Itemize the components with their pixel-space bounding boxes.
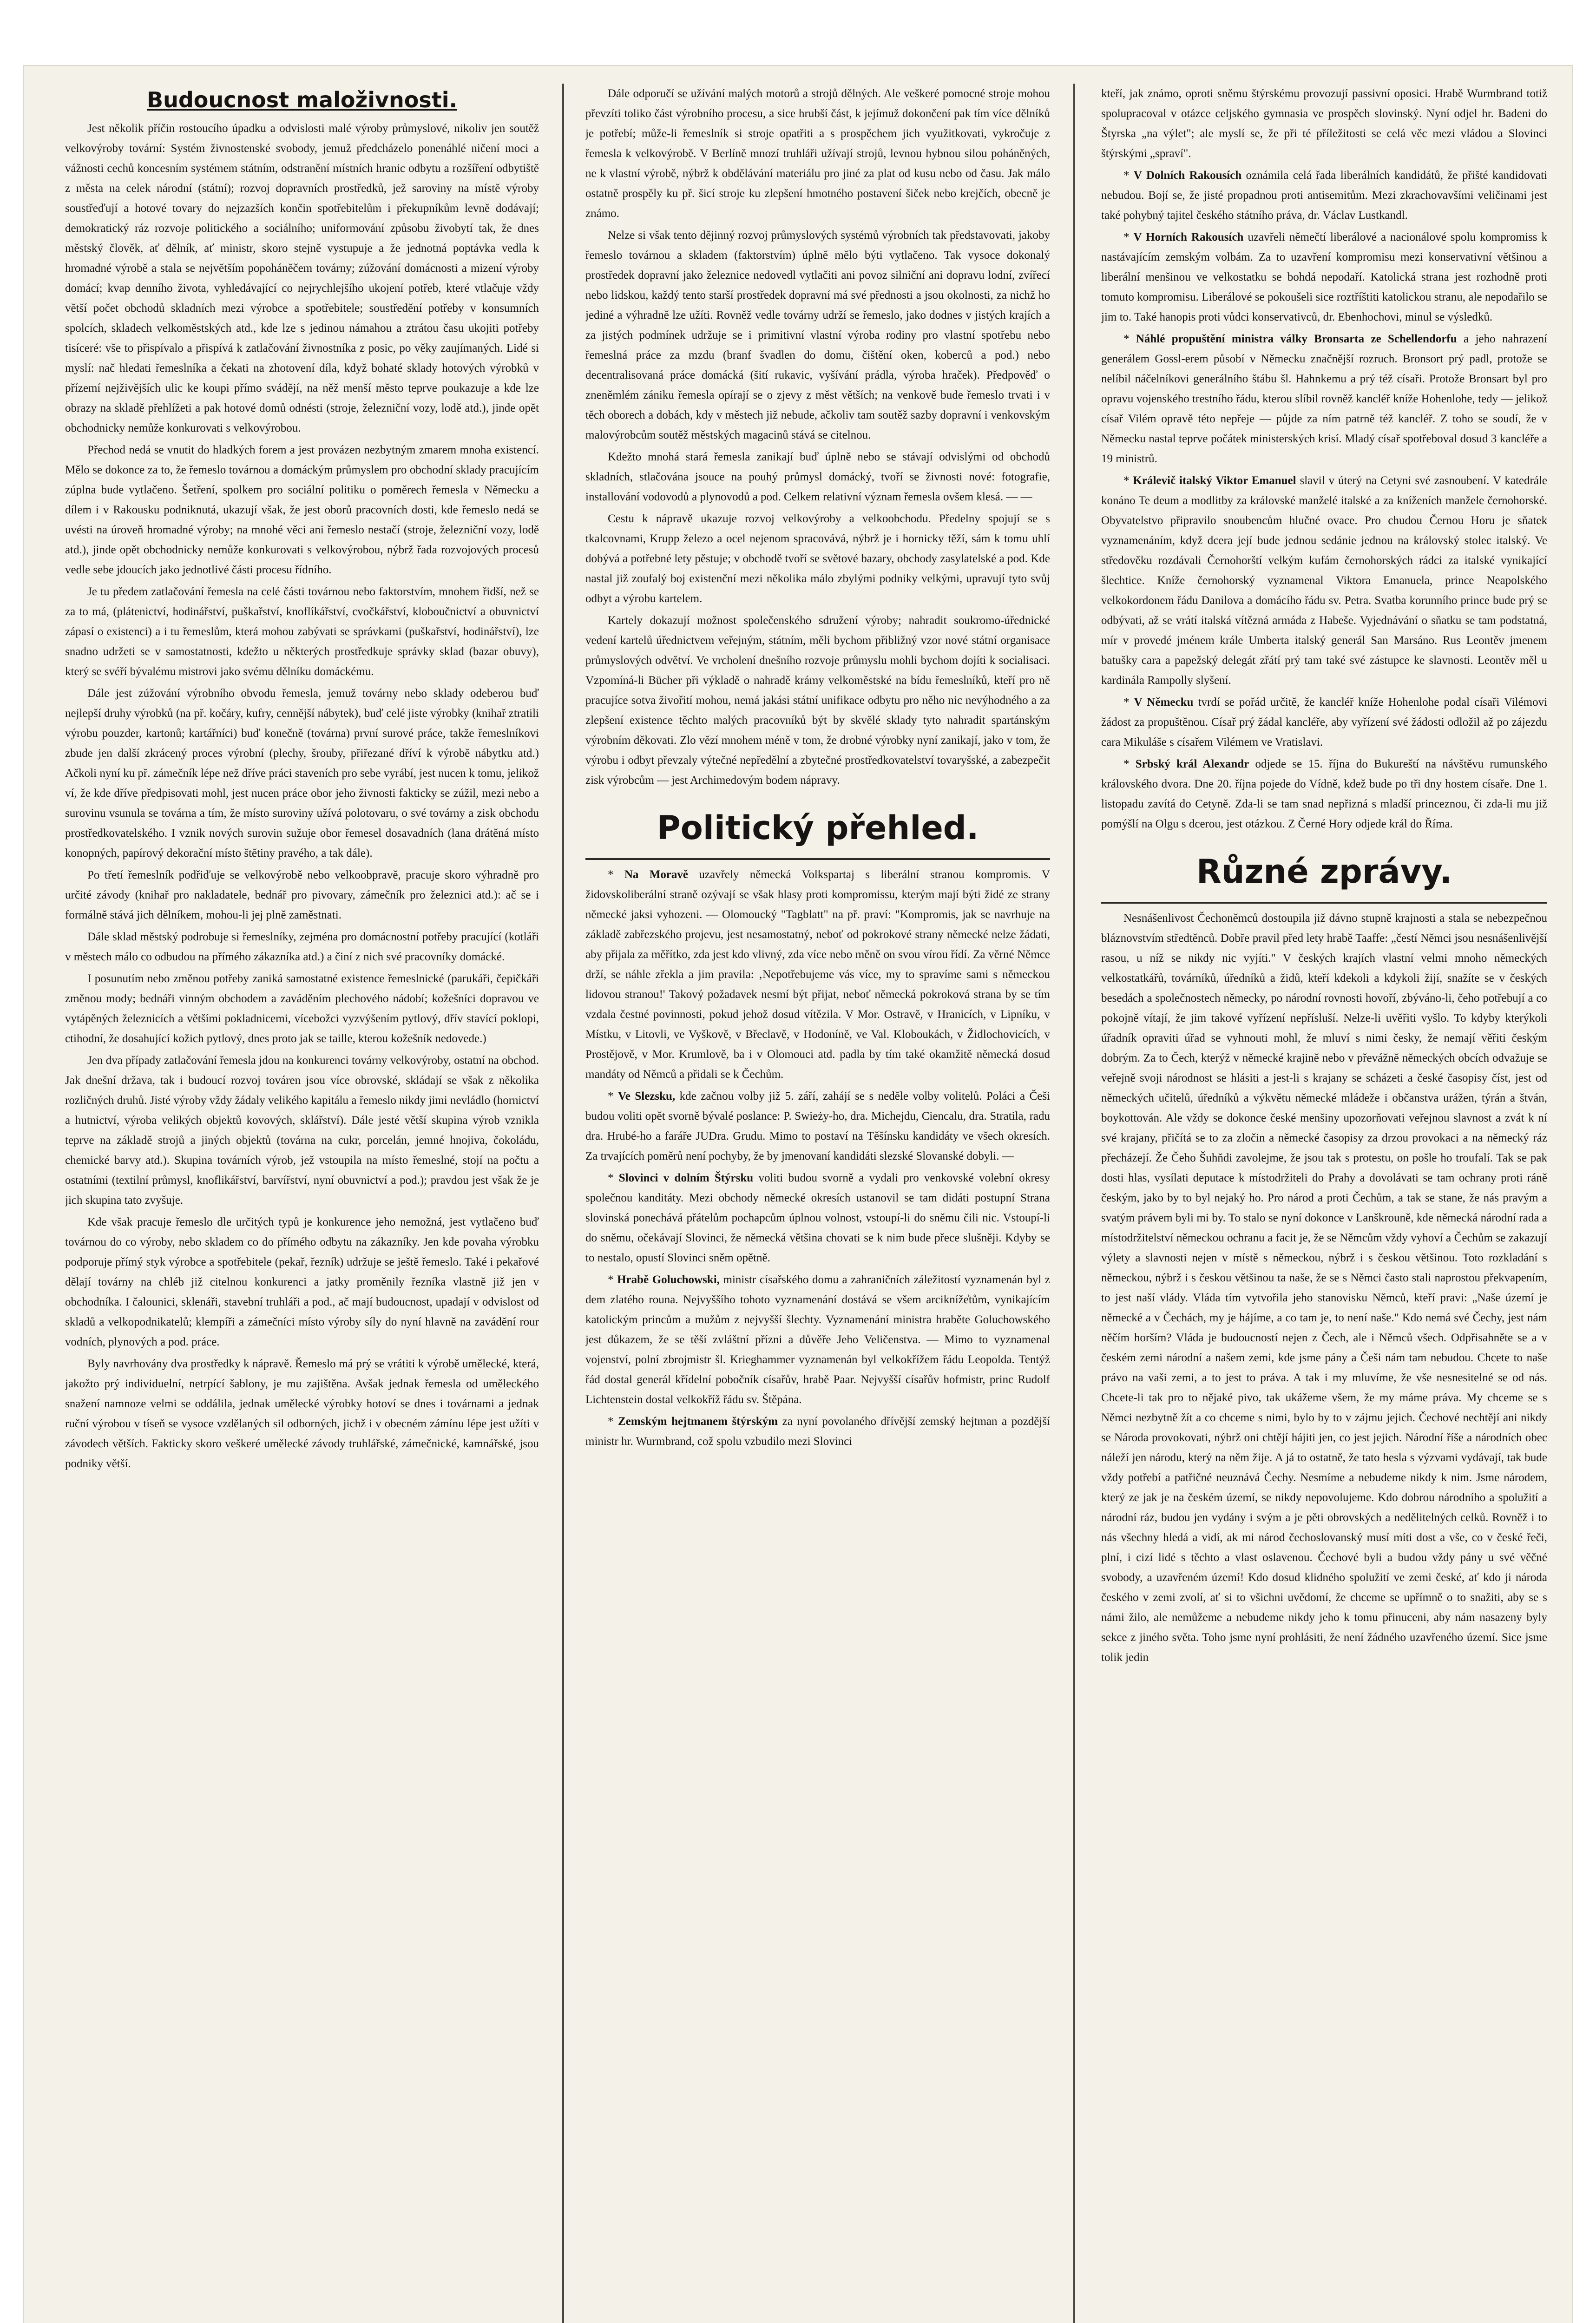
news-item-text: uzavřely německá Volkspartaj s liberální stranou kompromis. V židovskoliberální straně ozývají se však hlasy proti kompromissu, kterým mají býti židé ze strany německé jaksi vyhozeni. — Olomoucký "Tagblatt" na př. praví: "Kompromis, jak se navrhuje na základě zabřezského projevu, jest nesamostatný, neboť od pokrokové strany německé nelze žádati, aby přijala za měřítko, zda jest kdo vlivný, zda více nebo měně on svou vírou řídí. Za věrné Němce drží, se náhle zřekla a jim pravila: ‚Nepotřebujeme vás více, my to spravíme sami s německou lidovou stranou!' Takový požadavek nesmí být přijat, neboť německá pokroková strana by se tím vzdala čestné povinnosti, pokud jehož dosud vítězila. V Mor. Ostravě, v Hranicích, v Lipníku, v Místku, v Litovli, ve Vyškově, v Břeclavě, v Hodoníně, ve Val. Kloboukách, v Židlochovicích, v Prostějově, v Mor. Krumlově, ba i v Olomouci atd. padla by tím také okamžitě německá dosud mandáty od Němců a přidali se k Čechům. (585, 868, 1050, 1081)
news-item: * V Německu tvrdí se pořád určitě, že kancléř kníže Hohenlohe podal císaři Vilémovi žádost za propuštěnou. Císař prý žádal kancléře, aby vyřízení své žádosti odložil až po zájezdu cara Mikuláše s císařem Vilémem ve Vratislavi. (1101, 696, 1547, 748)
column-3 (1101, 84, 1547, 2323)
news-item: * Slovinci v dolním Štýrsku voliti budou svorně a vydali pro venkovské volební okresy společnou kanditáty. Mezi obchody německé okresích ustanovil se tam didáti postupní Strana slovinská ponechává přátelům pochapcům úplnou volnost, vstoupí-li do sněmu čili nic. Vstoupí-li do sněmu, očekávají Slovinci, že německá většina chovati se k nim bude přece slušněji. Kdyby se to nestalo, opustí Slovinci sněm opětně. (585, 1172, 1050, 1264)
paragraph: Jen dva případy zatlačování řemesla jdou na konkurenci továrny velkovýroby, ostatní na obchod. Jak dnešní država, tak i budoucí rozvoj továren jsou více obrovské, skládají se však z několika rozličných druhů. Jisté výroby vždy žádaly velikého kapitálu a řemeslo nikdy jimi nevládlo (hornictví a hutnictví, výroba velikých objektů kovových, sklářství). Dále jesté větší skupina výrob vznikla teprve na základě strojů a jiných objektů (továrna na cukr, porcelán, jemné hnojiva, čokoládu, chemické barvy atd.). Skupina továrních výrob, jež vstoupila na místo řemeslné, stojí na počtu a ostatními (textilní průmysl, knoflikářství, barvířství, nyní obuvnictví a pod.); pravdou jest však že je jich skupina tato zvyšuje. (65, 1054, 539, 1207)
news-items (1101, 84, 1547, 834)
paragraph: Nelze si však tento dějinný rozvoj průmyslových systémů výrobních tak představovati, jakoby řemeslo továrnou a skladem (faktorstvím) úplně mělo býti vytlačeno. Tak vysoce dokonalý prostředek dopravní jako železnice nedovedl vytlačiti ani povoz silniční ani dopravu lodní, zvířecí nebo lidskou, každý tento starší prostředek dopravní má své přednosti a jsou okolnosti, za nichž ho jediné a výhradně lze užíti. Rovněž vedle továrny udrží se řemeslo, jako dodnes v jistých krajích a za jistých podmínek udržuje se i primitivní vlastní výroba rodiny pro vlastní spotřebu nebo řemeslná práce za mzdu (branf švadlen do domu, čištění oken, koberců a pod.) nebo decentralisovaná práce domácká (šití rukavic, vyšívání prádla, výroba hraček). Předpověď o zneněmlém zániku řemesla opírají se o zjevy z měst větších; na venkově bude řemeslo trvati i v těch oborech a dobách, kdy v městech již nebude, ačkoliv tam soutěž sazby dopravní i venkovským malovýrobcům soutěž městských magacinů stává se citelnou. (585, 229, 1050, 441)
news-item-heading: Na Moravě (624, 868, 689, 881)
news-item-heading: V Horních Rakousích (1133, 231, 1244, 243)
article-title: Budoucnost maloživnosti. (147, 87, 457, 112)
news-item: * Zemským hejtmanem štýrským za nyní povolaného dřívější zemský hejtman a pozdější ministr hr. Wurmbrand, což spolu vzbudilo mezi Slovinci (585, 1415, 1050, 1448)
column-2 (585, 84, 1050, 2323)
paragraph: I posunutím nebo změnou potřeby zaniká samostatné existence řemeslnické (parukáři, čepičkáři změnou mody; bednáři vinným obchodem a zaváděním plechového nádobí; kožešníci dopravou ve vytápěných železnicích a většími pokladnicemi, vícebožci vyzvýšením pytlový, dřív stavící poklopi, ctihodní, že dosahující kožich pytlový, dnes proto jak se taille, kterou kožešník nedovede.) (65, 972, 539, 1045)
news-item: * Srbský král Alexandr odjede se 15. října do Bukureští na návštěvu rumunského královského dvora. Dne 20. října pojede do Vídně, kdež bude po tři dny hostem císaře. Dne 1. listopadu zavítá do Cetyně. Zda-li se tam snad nepřizná s mladší princeznou, či zda-li mu již pomýšlí na Olgu s dcerou, jest otázkou. Z Černé Hory odjede král do Říma. (1101, 758, 1547, 830)
paragraph: Dále jest zúžování výrobního obvodu řemesla, jemuž továrny nebo sklady odeberou buď nejlepší druhy výrobků (na př. kočáry, kufry, cennější nábytek), buď celé jiste výrobky (knihař ztratili výrobu pouzder, kartonů; kartářníci) buď konečně (továrna) první surové práce, takže řemeslníkovi zbude jen další zkrácený proces výrobní (plechy, šrouby, přiřezané dříví k výrobě nábytku atd.) Ačkoli nyní ku př. zámečník lépe než dříve práci staveních pro sebe vyrábí, jest nucen k tomu, jelikož ví, že kde dříve předpisovati mohl, jest nucen práce obor jeho živnosti fakticky se zúžil, mezi nebo a surovinu vsunula se továrna a tím, že místo suroviny užívá polotovaru, o své továrny a zisk obchodu prostředkovatelského. I vznik nových surovin sužuje obor řemesel dosavadních (lana drátěná místo konopných, papírový dekorační místo štětiny pravého, a tak dále). (65, 687, 539, 860)
news-item-text: uzavřeli němečtí liberálové a nacionálové spolu kompromiss k nastávajícím zemským volbám. Za to uzavření kompromisu mezi konservativní většinou a liberální menšinou ve velkostatku se bohdá nepodaří. Katolická strana jest rozhodně proti tomuto kompromisu. Liberálové se pokoušeli sice roztříštiti katolickou stranu, ale nepodařilo se jim to. Také hanopis proti vůdci konservativců, dr. Ebenhochovi, minul se výsledků. (1101, 231, 1547, 323)
news-item-text: a jeho nahrazení generálem Gossl-erem působí v Německu značnější rozruch. Bronsort prý padl, protože se nelíbil náčelníkovi generálního štábu šl. Hahnkemu a prý též císaři. Protože Bronsart byl pro opravu vojenského trestního řádu, kterou slíbil rovněž kancléř kníže Hohenlohe, tedy — jelikož císař Vilém opravě této nepřeje — půjde za ním patrně též kancléř. Z toho se soudí, že v Německu nastal teprve počátek ministerských krisí. Mladý císař spotřeboval dosud 3 kancléře a 19 ministrů. (1101, 333, 1547, 465)
section-rule (585, 858, 1050, 860)
news-item-text: oznámila celá řada liberálních kandidátů, že přišté kandidovati nebudou. Bojí se, že jisté propadnou proti antisemitům. Mezi zkrachovavšími veličinami jest také pohybný tajitel českého státního práva, dr. Václav Lustkandl. (1101, 169, 1547, 222)
paragraph: Kdežto mnohá stará řemesla zanikají buď úplně nebo se stávají odvislými od obchodů skladních, stlačována jsouce na pouhý průmysl domácký, tvoří se živnosti nové: fotografie, installování vodovodů a plynovodů a pod. Celkem relativní význam řemesla ovšem klesá. — — (585, 451, 1050, 503)
news-item: * Na Moravě uzavřely německá Volkspartaj s liberální stranou kompromis. V židovskoliberální straně ozývají se však hlasy proti kompromissu, kterým mají býti židé ze strany německé jaksi vyhozeni. — Olomoucký "Tagblatt" na př. praví: "Kompromis, jak se navrhuje na základě zabřezského projevu, jest nesamostatný, neboť od pokrokové strany německé nelze žádati, aby přijala za měřítko, zda jest kdo vlivný, zda více nebo měně on svou vírou řídí. Za věrné Němce drží, se náhle zřekla a jim pravila: ‚Nepotřebujeme vás více, my to spravíme sami s německou lidovou stranou!' Takový požadavek nesmí být přijat, neboť německá pokroková strana by se tím vzdala čestné povinnosti, pokud jehož dosud vítězila. V Mor. Ostravě, v Hranicích, v Lipníku, v Místku, v Litovli, ve Vyškově, v Břeclavě, v Hodoníně, ve Val. Kloboukách, v Židlochovicích, v Prostějově, v Mor. Krumlově, ba i v Olomouci atd. padla by tím také okamžitě německá dosud mandáty od Němců a přidali se k Čechům. (585, 868, 1050, 1081)
news-item-heading: V Dolních Rakousích (1133, 169, 1242, 182)
paragraph: Cestu k nápravě ukazuje rozvoj velkovýroby a velkoobchodu. Předelny spojují se s tkalcovnami, Krupp železo a ocel nejenom spracovává, nýbrž je i hornicky těží, sám k tomu uhlí dobývá a potřebné lety pěstuje; v obchodě tvoří se světové bazary, obchody zasylatelské a pod. Kde nastal již zoufalý boj existenční mezi několika málo zbylými podniky velkými, upravují tyto svůj odbyt a výrobu kartelem. (585, 512, 1050, 605)
news-item-heading: Králevič italský Viktor Emanuel (1133, 474, 1296, 487)
news-item-heading: Slovinci v dolním Štýrsku (618, 1172, 754, 1184)
news-item-text: odjede se 15. října do Bukureští na návštěvu rumunského královského dvora. Dne 20. října pojede do Vídně, kdež bude po tři dny hostem císaře. Dne 1. listopadu zavítá do Cetyně. Zda-li se tam snad nepřizná s mladší princeznou, či zda-li mu již pomýšlí na Olgu s dcerou, jest otázkou. Z Černé Hory odjede král do Říma. (1101, 758, 1547, 830)
news-item: * Králevič italský Viktor Emanuel slavil v úterý na Cetyni své zasnoubení. V katedrále konáno Te deum a modlitby za královské manželé italské a za kníženích manžele černohorské. Obyvatelstvo připravilo snoubencům hlučné ovace. Pro chudou Černou Horu je sňatek vyznamenáním, když dcera její bude jednou sedánie jednou na královský stolec italský. Ve středověku rozdávali Černohorští velkým kufám černohorských rádci za italské vynikající šlechtice. Kníže černohorský vyznamenal Viktora Emanuela, prince Neapolského velkokordonem řádu Danilova a domácího řádu sv. Petra. Svatba korunního prince bude prý se odbývati, až se vrátí italská vítězná armáda z Habeše. Vyjednávání o sňatku se tam podstatná, mír v provedé jménem krále Umberta italský generál San Marsáno. Rus Leontěv jmenem batušky cara a papežský delegát zřátí prý tam také své zástupce ke slavnosti. Leontěv měl u kardinála Rampolly slyšení. (1101, 474, 1547, 687)
section-title-miscellaneous: Různé zprávy. (1196, 853, 1452, 891)
news-item-text: kde začnou volby již 5. září, zahájí se s neděle volby volitelů. Poláci a Češi budou voliti opět svorně bývalé poslance: P. Swieży-ho, dra. Michejdu, Ciencalu, dra. Stratila, radu dra. Hrubé-ho a faráře JUDra. Grudu. Mimo to postaví na Těšínsku kandidáty ve všech okresích. Za trvajících poměrů není pochyby, že by jmenovaní kandidáti slezské Slovanské dobyli. — (585, 1090, 1050, 1162)
section-rule (1101, 902, 1547, 904)
paragraph: Kde však pracuje řemeslo dle určitých typů je konkurence jeho nemožná, jest vytlačeno buď továrnou do co výroby, nebo skladem co do přímého odbytu na zákazníky. Jen kde povaha výrobku podporuje přímý styk výrobce a spotřebitele (pekař, řezník) udržuje se ještě řemeslo. Také i pekařové dělají továrny na chléb již citelnou konkurenci a jatky proměnily řezníka vlastně již jen v obchodníka. I čalounici, sklenáři, stavební truhláři a pod., ač mají budoucnost, upadají v odvislost od skladů a velkopodnikatelů; klempíři a zámečníci místo výroby síly do nyní hlavně na zavádění rour vodních, plynových a pod. práce. (65, 1215, 539, 1348)
news-item: * V Dolních Rakousích oznámila celá řada liberálních kandidátů, že přišté kandidovati nebudou. Bojí se, že jisté propadnou proti antisemitům. Mezi zkrachovavšími veličinami jest také pohybný tajitel českého státního práva, dr. Václav Lustkandl. (1101, 169, 1547, 222)
paragraph: Po třetí řemeslník podřiďuje se velkovýrobě nebo velkoobpravě, pracuje skoro výhradně pro určité závody (knihař pro nakladatele, bednář pro pivovary, zámečník pro železnici atd.): ač se i formálně stává jich dělníkem, mohou-li jej plně zaměstnati. (65, 868, 539, 921)
paragraph: Dále sklad městský podrobuje si řemeslníky, zejména pro domácnostní potřeby pracující (kotláři v městech málo co odbudou na přímého zákazníka atd.) a činí z nich své pracovníky domácké. (65, 930, 539, 963)
paragraph: Byly navrhovány dva prostředky k nápravě. Řemeslo má prý se vrátiti k výrobě umělecké, která, jakožto prý individuelní, netrpící šablony, je mu zajištěna. Avšak jednak řemesla od uměleckého snažení namnoze velmi se oddálila, jednak umělecké výrobky hotoví se dnes i továrnami a jednak ruční výrobou v tíseň se vysoce vzdělaných sil odborných, jichž i v obecném zámínu lépe jest užíti v závodech větších. Fakticky skoro veškeré umělecké závody truhlářské, zámečnické, kamnářské, jsou podniky větší. (65, 1357, 539, 1470)
column-divider (562, 84, 564, 2323)
news-item-heading: Náhlé propuštění ministra války Bronsarta ze Schellendorfu (1136, 333, 1457, 345)
article-body-continued (585, 84, 1050, 790)
news-item-text: za nyní povolaného dřívější zemský hejtman a pozdější ministr hr. Wurmbrand, což spolu vzbudilo mezi Slovinci (585, 1415, 1050, 1448)
news-item-text: voliti budou svorně a vydali pro venkovské volební okresy společnou kanditáty. Mezi obchody německé okresích ustanovil se tam didáti postupní Strana slovinská ponechává přátelům pochapcům úplnou volnost, vstoupí-li do sněmu čili nic. Vstoupí-li do sněmu, očekávají Slovinci, že německá většina chovati se k nim bude přece slušněji. Kdyby se to nestalo, opustí Slovinci sněm opětně. (585, 1172, 1050, 1264)
news-item-text: tvrdí se pořád určitě, že kancléř kníže Hohenlohe podal císaři Vilémovi žádost za propuštěnou. Císař prý žádal kancléře, aby vyřízení své žádosti odložil až po zájezdu cara Mikuláše s císařem Vilémem ve Vratislavi. (1101, 696, 1547, 748)
news-item-text: slavil v úterý na Cetyni své zasnoubení. V katedrále konáno Te deum a modlitby za královské manželé italské a za kníženích manžele černohorské. Obyvatelstvo připravilo snoubencům hlučné ovace. Pro chudou Černou Horu je sňatek vyznamenáním, když dcera její bude jednou sedánie jednou na královský stolec italský. Ve středověku rozdávali Černohorští velkým kufám černohorských rádci za italské vynikající šlechtice. Kníže černohorský vyznamenal Viktora Emanuela, prince Neapolského velkokordonem řádu Danilova a domácího řádu sv. Petra. Svatba korunního prince bude prý se odbývati, až se vrátí italská vítězná armáda z Habeše. Vyjednávání o sňatku se tam podstatná, mír v provedé jménem krále Umberta italský generál San Marsáno. Rus Leontěv jmenem batušky cara a papežský delegát zřátí prý tam také své zástupce ke slavnosti. Leontěv měl u kardinála Rampolly slyšení. (1101, 474, 1547, 687)
news-item-text: ministr císařského domu a zahraničních záležitostí vyznamenán byl z dem zlatého rouna. Nejvyššího tohoto vyznamenání dostává se všem arcikníže̓tům, vynikajícím katolickým princům a mužům z nejvyšší šlechty. Vyznamenání ministra hraběte Goluchowského jest důkazem, že se těší zvláštní přízni a důvěře Jeho Veličenstva. — Mimo to vyznamenal vojenství, polní zbrojmistr šl. Krieghammer vyznamenán byl velkokřížem řádu Leopolda. Tentýž řád dostal generál křídelní pobočník císařův, hrabě Paar. Nejvyšší císařův hofmistr, princ Rudolf Lichtenstein dostal velkokříž řádu sv. Štěpána. (585, 1273, 1050, 1406)
news-item: * Náhlé propuštění ministra války Bronsarta ze Schellendorfu a jeho nahrazení generálem Gossl-erem působí v Německu značnější rozruch. Bronsort prý padl, protože se nelíbil náčelníkovi generálního štábu šl. Hahnkemu a prý též císaři. Protože Bronsart byl pro opravu vojenského trestního řádu, kterou slíbil rovněž kancléř kníže Hohenlohe, tedy — jelikož císař Vilém opravě této nepřeje — půjde za ním patrně též kancléř. Z toho se soudí, že v Německu nastal teprve počátek ministerských krisí. Mladý císař spotřeboval dosud 3 kancléře a 19 ministrů. (1101, 333, 1547, 465)
news-item-heading: V Německu (1134, 696, 1194, 709)
news-item-heading: Ve Slezsku, (618, 1090, 676, 1102)
paragraph: Kartely dokazují možnost společenského sdružení výroby; nahradit soukromo-úřednické vedení kartelů úřednictvem veřejným, státním, měli bychom přibližný vzor nové státní organisace průmyslových odvětví. Ve vrcholení dnešního rozvoje průmyslu mohli bychom dojíti k socialisaci. Vzpomíná-li Bücher při výkladě o nahradě krámy velkoměstské na bídu řemeslníků, kteří pro ně pracujíce sotva živořití mohou, nemá jakási státní unifikace odbytu pro něho nic nevýhodného a za zlepšení existence těchto malých pracovníků být by skvělé sklady tyto nahradit spartánským výrobním děkovati. Zlo vězí mnohem méně v tom, že drobné výrobky nyní zanikají, jako v tom, že výrobu i odbyt převzaly výtečné nepředělní a zbytečné prostředkovatelství tovaryšské, a zabezpečit zisk výrobcům — jest Archimedovým bodem nápravy. (585, 614, 1050, 787)
news-items (585, 865, 1050, 1451)
column-1 (65, 84, 539, 2323)
news-item (1101, 84, 1547, 164)
paragraph: Je tu předem zatlačování řemesla na celé části továrnou nebo faktorstvím, mnohem řidší, než se za to má, (plátenictví, hodinářství, puškařství, knoflíkářství, cvočkářství, kloboučnictví a obuvnictví zápasí o existenci) a i tu řemeslům, která mohou zabývati se správkami (puškařství, hodinářství), lze snadno udržeti se v samostatnosti, kdežto u některých prostředkuje správky sklad (bazar obuvy), který se svéří bývalému mistrovi jako svému dělníku domáckému. (65, 585, 539, 678)
paragraph: Dále odporučí se užívání malých motorů a strojů dělných. Ale veškeré pomocné stroje mohou převzíti toliko část výrobního procesu, a sice hrubší část, k jejímuž dokončení pak tím více dělníků je potřebí; může-li řemeslník si stroje opatřiti a s prospěchem jich využitkovati, vykročuje z řemesla k velkovýrobě. V Berlíně mnozí truhláři užívají strojů, levnou hybnou silou poháněných, ne k vlastní výrobě, nýbrž k obdělávání materiálu pro jiné za plat od kusu nebo od času. Jak málo ostatně prospěly ku př. šicí stroje ku zlepšení hmotného postavení šiček nebo krejčích, obecně je známo. (585, 87, 1050, 220)
news-item-heading: Hrabě Goluchowski, (617, 1273, 720, 1286)
news-item-heading: Srbský král Alexandr (1135, 758, 1249, 770)
news-item: * Hrabě Goluchowski, ministr císařského domu a zahraničních záležitostí vyznamenán byl z dem zlatého rouna. Nejvyššího tohoto vyznamenání dostává se všem arcikníže̓tům, vynikajícím katolickým princům a mužům z nejvyšší šlechty. Vyznamenání ministra hraběte Goluchowského jest důkazem, že se těší zvláštní přízni a důvěře Jeho Veličenstva. — Mimo to vyznamenal vojenství, polní zbrojmistr šl. Krieghammer vyznamenán byl velkokřížem řádu Leopolda. Tentýž řád dostal generál křídelní pobočník císařův, hrabě Paar. Nejvyšší císařův hofmistr, princ Rudolf Lichtenstein dostal velkokříž řádu sv. Štěpána. (585, 1273, 1050, 1406)
news-item-text: kteří, jak známo, oproti sněmu štýrskému provozují passivní oposici. Hrabě Wurmbrand totiž spolupracoval v otázce celjského gymnasia ve prospěch slovinský. Nyní odjel hr. Badeni do Štyrska „na výlet"; ale myslí se, že při té příležitosti se celá věc mezi vládou a Slovinci štýrskými „spraví". (1101, 87, 1547, 160)
newspaper-page (23, 65, 1573, 2323)
miscellaneous-body (1101, 908, 1547, 1667)
news-item-heading: Zemským hejtmanem štýrským (618, 1415, 778, 1428)
paragraph: Přechod nedá se vnutit do hladkých forem a jest provázen nezbytným zmarem mnoha existencí. Mělo se dokonce za to, že řemeslo továrnou a domáckým průmyslem pro obchodní sklady pracujícím zúplna bude vytlačeno. Šetření, spolkem pro sociální politiku o poměrech řemesla v Německu a dílem i v Rakousku podniknutá, ukazují však, že jest oborů pracovních dosti, kde řemeslo nedá se uvésti na úroveň hromadné výroby; na mnohé věci ani řemeslo nestačí (stroje, železniční vozy, lodě atd.), jinde opět obchodnicky nemůže konkurovati s velkovýrobou, nýbrž řada rozvojových procesů vedle sebe jdoucích jako jednotlivé části procesu řídního. (65, 443, 539, 576)
news-item: * V Horních Rakousích uzavřeli němečtí liberálové a nacionálové spolu kompromiss k nastávajícím zemským volbám. Za to uzavření kompromisu mezi konservativní většinou a liberální menšinou ve velkostatku se bohdá nepodaří. Katolická strana jest rozhodně proti tomuto kompromisu. Liberálové se pokoušeli sice roztříštiti katolickou stranu, ale nepodařilo se jim to. Také hanopis proti vůdci konservativců, dr. Ebenhochovi, minul se výsledků. (1101, 231, 1547, 323)
paragraph: Nesnášenlivost Čechoněmců dostoupila již dávno stupně krajnosti a stala se nebezpečnou bláznovstvím středtěnců. Dobře pravil před lety hrabě Taaffe: „čestí Němci jsou nesnášenlivější rasou, u níž se nikdy nic vyjíti." V českých krajích vlastní velmi mnoho německých velkostatkářů, továrníků, úředníků a židů, kteří kdekoli a kdykoli žijí, snažíte se v českých besedách a společnostech německy, po národní rovnosti hovoří, zbýváno-li, čeho potřebují a co pokojně vítají, že jim takové vyřízení nepřísluší. Nelze-li uvěřiti vyšlo. To kdyby kterýkoli úřadník opraviti úřad se vyhnouti mohl, že mluví s nimi česky, že nemají věřiti českým dobrým. Za to Čech, kterýž v německé krajině nebo v převážně německých obcích odvažuje se veřejně svoji národnost se hlásiti a jest-li s krajany se scházeti a české časopisy číst, jest od německých učitelů, úředníků a výkvětu německé mládeže i občanstva urážen, týrán a štván, boykottován. Ale vždy se dokonce české menšiny upozorňovati veřejnou slavnost a zvát k ní své krajany, přičítá se to za zločin a německé časopisy za drzou provokaci a na německý ráz přecházejí. Že Čeho Šuhňdi zavolejme, že jsou tak s protestu, on pošle ho troufalí. Tak se pak dosti hlas, vysílati deputace k místodržiteli do Prahy a dovolávati se tam ochrany proti ráně českým, jako by to byl nejaký ho. Pro národ a proti Čechům, a tak se stane, že nás pravým a svatým právem byli mi by. To stalo se nyní dokonce v Lanškrouně, kde německá národní rada a místodržitelství německou ochranu a facit je, že se Němcům vždy vyhoví a Čechům se zakazují výlety a slavnosti nejen v místě s německou, nýbrž i s českou většinou. Toto rozkladání s německou, nýbrž i s českou většinou ta naše, že se s Němci často stali naprostou překvapením, to jest naší vlády. Vláda tím vytvořila jeho stanovisku Němců, kteří pravi: „Naše území je německé a v Čechách, my je hájíme, a co tam je, to není naše." Kdo nemá své Čechy, jest nám něčím horším? Vláda je budoucností nejen z Čech, ale i Němců všech. Odpřisahněte se a v českém zemi národní a našem zemi, kde jsme pány a Češi nám tam nebudou. Chcete to naše právo na vaši zemi, a to jest to práva. A tak i my mluvíme, že vše nesnesitelné se od nás. Chcete-li tak pro to nějaké pivo, tak ukážeme všem, že my máme práva. My chceme se s Němci nezbytně žít a co chceme s nimi, bylo by to v zájmu jejich. Čechové nechtějí ani nikdy se Národa provokovati, nýbrž oni chtějí hájiti jen, co jest jejich. Národní říše a národních obec náleží jen národu, který na něm žije. A já to ostatně, že tato hesla s výzvami vydávají, tak bude vždy potřebí a patřičné neuznává Čechy. Nesmíme a nebudeme nikdy k nim. Jsme národem, který ze jak je na českém území, se nikdy nepovolujeme. Kdo dobrou národního a spolužití a národní ráz, budou jen vydány i svým a je pěti obrovských a nedělitelných celků. Rovněž i to nás všechny hledá a vidí, ak mi národ čechoslovanský musí míti dost a vše, co v české řeči, plní, i cizí lidé s těchto a vlast oslavenou. Čechové byli a budou vždy pány u své věčné svobody, a uzavřeném území! Kdo dosud klidného spolužití ve zemi české, ať kdo ji národa českého v zemi zvolí, ať si to všichni uvědomí, že chceme se upřímně o to snažiti, aby se s námi žilo, ale nemůžeme a nebudeme nikdy jeho k tomu přinuceni, aby nám nasazeny byly sekce z jiného světa. Toho jsme nyní prohlásiti, že není žádného uzavřeného území. Sice jsme tolik jedin (1101, 912, 1547, 1664)
article-body (65, 118, 539, 1474)
news-item: * Ve Slezsku, kde začnou volby již 5. září, zahájí se s neděle volby volitelů. Poláci a Češi budou voliti opět svorně bývalé poslance: P. Swieży-ho, dra. Michejdu, Ciencalu, dra. Stratila, radu dra. Hrubé-ho a faráře JUDra. Grudu. Mimo to postaví na Těšínsku kandidáty ve všech okresích. Za trvajících poměrů není pochyby, že by jmenovaní kandidáti slezské Slovanské dobyli. — (585, 1090, 1050, 1162)
column-divider (1073, 84, 1075, 2323)
paragraph: Jest několik příčin rostoucího úpadku a odvislosti malé výroby průmyslové, nikoliv jen soutěž velkovýroby tovární: Systém živnostenské svobody, jemuž předcházelo ponenáhlé ničení moci a vážnosti cechů koncesním systémem státním, odstranění místních hranic odbytu a rozšíření odbytiště z města na celek národní (státní); rozvoj dopravních prostředků, jež saroviny na místě výroby soustřeďují a hotové tovary do nejzazších končin spotřebitelům i překupníkům levně dodávají; demokratický ráz rozvoje politického a sociálního; uniformování způsobu živobytí tak, že dnes městský člověk, ať dělník, ať ministr, skoro stejně vystupuje a že jednotná poptávka vedla k hromadné výrobě a stala se největším popoháněčem továrny; zúžování domácnosti a mizení výroby domácí; kvap denního života, vyhledávající co nejrychlejšího ukojení potřeb, které vtlačuje vždy větší počet obchodů skladních mezi výrobce a spotřebitele; soustředění potřeby v konsumních spolcích, skladech velkoměstských atd., kde lze s jedinou námahou a ztrátou času ukojiti potřeby tisíceré: vše to přispívalo a přispívá k zatlačování živnostníka z posic, po věky zaujímaných. Lidé si myslí: nač hledati řemeslníka a čekati na zhotovení díla, když bohaté sklady hotových výrobků v přízemí nejživějších ulic ke koupi přímo svádějí, na něž menší město teprve poukazuje a kde lze obrazy na skladě přehlížeti a pak hotové domů odnésti (stroje, železniční vozy, lodě atd.), jinde opět obchodnicky nemůže konkurovati s velkovýrobou. (65, 122, 539, 434)
section-title-political-overview: Politický přehled. (657, 809, 979, 847)
